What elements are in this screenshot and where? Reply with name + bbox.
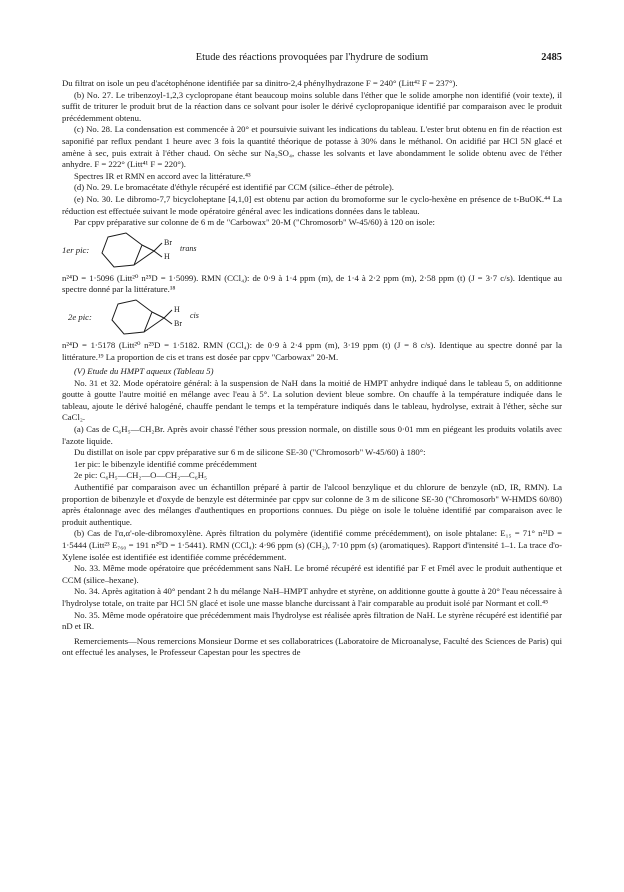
paragraph: (b) Cas de l'α,α'-ole-dibromoxylène. Après filtration du polymère (identifié comme précédemment), on isole phtalane: E₁₅ = 71° n²¹D = 1·5444 (Litt²³ E₇₆₀ = 191 n²⁰D = 1·5441). RMN (CCl₄): 4·96 ppm (s) (CH₂), 7·10 ppm (s) (aromatiques). Rapport d'intensité 1–1. La trace d'o-Xylene isolée est identifiée est identifiée comme précédemment. (62, 528, 562, 562)
structure-label: 1er pic: (62, 244, 90, 255)
paragraph: (a) Cas de C₆H₅—CH₂Br. Après avoir chassé l'éther sous pression normale, on distille sous 0·01 mm en piégeant les produits volatils avec l'azote liquide. (62, 424, 562, 446)
article-body (62, 78, 562, 659)
section-heading: (V) Etude du HMPT aqueux (Tableau 5) (74, 366, 214, 377)
substituent-br: Br (164, 237, 172, 247)
structure-cis (62, 298, 562, 338)
paragraph: 1er pic: le bibenzyle identifié comme précédemment (74, 458, 257, 469)
paragraph: Du filtrat on isole un peu d'acétophénone identifiée par sa dinitro-2,4 phénylhydrazone F = 240° (Litt⁴² F = 237°). (62, 78, 458, 88)
substituent-h: H (174, 304, 180, 314)
running-title: Etude des réactions provoquées par l'hydrure de sodium (195, 52, 429, 63)
paragraph: (d) No. 29. Le bromacétate d'éthyle récupéré est identifié par CCM (silice–éther de pétrole). (74, 182, 394, 193)
paragraph: 2e pic: C₆H₅—CH₂—O—CH₂—C₆H₅ (74, 470, 208, 481)
paragraph: (e) No. 30. Le dibromo-7,7 bicycloheptane [4,1,0] est obtenu par action du bromoforme sur le cyclo-hexène en présence de t-BuOK.⁴⁴ La réduction est effectuée suivant le mode opératoire général avec les indications données dans le tableau. (62, 193, 562, 216)
running-header (62, 52, 562, 66)
paragraph: No. 31 et 32. Mode opératoire général: à la suspension de NaH dans la moitié de HMPT anhydre indiqué dans le tableau 5, on additionne goutte à goutte l'autre moitié en mélange avec l'eau à 5°. La solution devient bleue sombre. On chauffe à la température indiquée dans le tableau, ajoute le dérivé halogéné, chauffe pendant le temps et la température indiqués dans le tableau, hydrolyse, extrait à l'éther, sèche sur CaCl₂. (62, 377, 562, 423)
paragraph: n²⁴D = 1·5178 (Litt²⁰ n²⁵D = 1·5182. RMN (CCl₄): de 0·9 à 2·4 ppm (m), 3·19 ppm (t) (J = 8 c/s). Identique au spectre donné par la littérature.¹⁹ La proportion de cis et trans est dosée par cppv "Carbowax" 20-M. (62, 339, 562, 362)
paragraph: Authentifié par comparaison avec un échantillon préparé à partir de l'alcool benzylique et du chlorure de benzyle (nD, IR, RMN). La proportion de bibenzyle et d'oxyde de benzyle est déterminée par cppv sur colonne de 3 m de silicone SE-30 ("Chromosorb" W-HMDS 60/80) après étalonnage avec des mélanges d'authentiques en proportions connues. Du piège on isole le toluène identifié par comparaison avec le produit authentique. (62, 482, 562, 527)
paragraph: (c) No. 28. La condensation est commencée à 20° et poursuivie suivant les indications du tableau. L'ester brut obtenu en fin de réaction est saponifié par reflux pendant 1 heure avec 3 fois la quantité théorique de potasse à 30% dans le méthanol. On acidifié par HCl 5N glacé et amène à sec, puis extrait à l'éther chaud. On sèche sur Na₂SO₄, chasse les solvants et lave abondamment le solide obtenu avec de l'éther anhydre. F = 222° (Litt⁴¹ F = 220°). (62, 124, 562, 170)
paragraph: No. 33. Même mode opératoire que précédemment sans NaH. Le bromé récupéré est identifié par F et Fmél avec le produit authentique et CCM (silice–hexane). (62, 563, 562, 585)
paragraph: Par cppv préparative sur colonne de 6 m de "Carbowax" 20-M ("Chromosorb" W-45/60) à 120 on isole: (74, 217, 435, 228)
paragraph: No. 35. Même mode opératoire que précédemment mais l'hydrolyse est réalisée après filtration de NaH. Le styrène récupéré est identifié par nD et IR. (62, 609, 562, 632)
paragraph: n²⁴D = 1·5096 (Litt²⁰ n²⁵D = 1·5099). RMN (CCl₄): de 0·9 à 1·4 ppm (m), de 1·4 à 2·2 ppm (m), 2·58 ppm (t) (J = 3·7 c/s). Identique au spectre donné par la littérature.¹⁸ (62, 272, 562, 295)
paragraph: Spectres IR et RMN en accord avec la littérature.⁴³ (74, 170, 251, 181)
structure-trans (62, 231, 562, 271)
stereo-config: trans (180, 243, 197, 253)
stereo-config: cis (190, 310, 199, 320)
paragraph: (b) No. 27. Le tribenzoyl-1,2,3 cyclopropane étant beaucoup moins soluble dans l'éther que le solide amorphe non identifié (voir texte), il suffit de triturer le produit brut de la réaction dans ce solvant pour isoler le dérivé cyclopropanique identifié par comparaison avec le produit précédemment obtenu. (62, 89, 562, 123)
page-number: 2485 (541, 52, 562, 63)
paragraph: Du distillat on isole par cppv préparative sur 6 m de silicone SE-30 ("Chromosorb" W-45/60) à 180°: (74, 447, 426, 458)
structure-label: 2e pic: (68, 311, 92, 322)
bicycloheptane-structure-icon (108, 298, 218, 338)
paragraph: No. 34. Après agitation à 40° pendant 2 h du mélange NaH–HMPT anhydre et styrène, on additionne goutte à goutte à 20° l'eau nécessaire à l'hydrolyse totale, on traite par HCl 5N glacé et isole une masse blanche durcissant à l'air comparable au produit isolé par Normant et coll.⁴⁵ (62, 586, 562, 608)
substituent-br: Br (174, 318, 182, 328)
substituent-h: H (164, 251, 170, 261)
acknowledgements: Remerciements—Nous remercions Monsieur Dorme et ses collaboratrices (Laboratoire de Microanalyse, Faculté des Sciences de Paris) qui ont effectué les analyses, le Professeur Capestan pour les spectres de (62, 635, 562, 658)
